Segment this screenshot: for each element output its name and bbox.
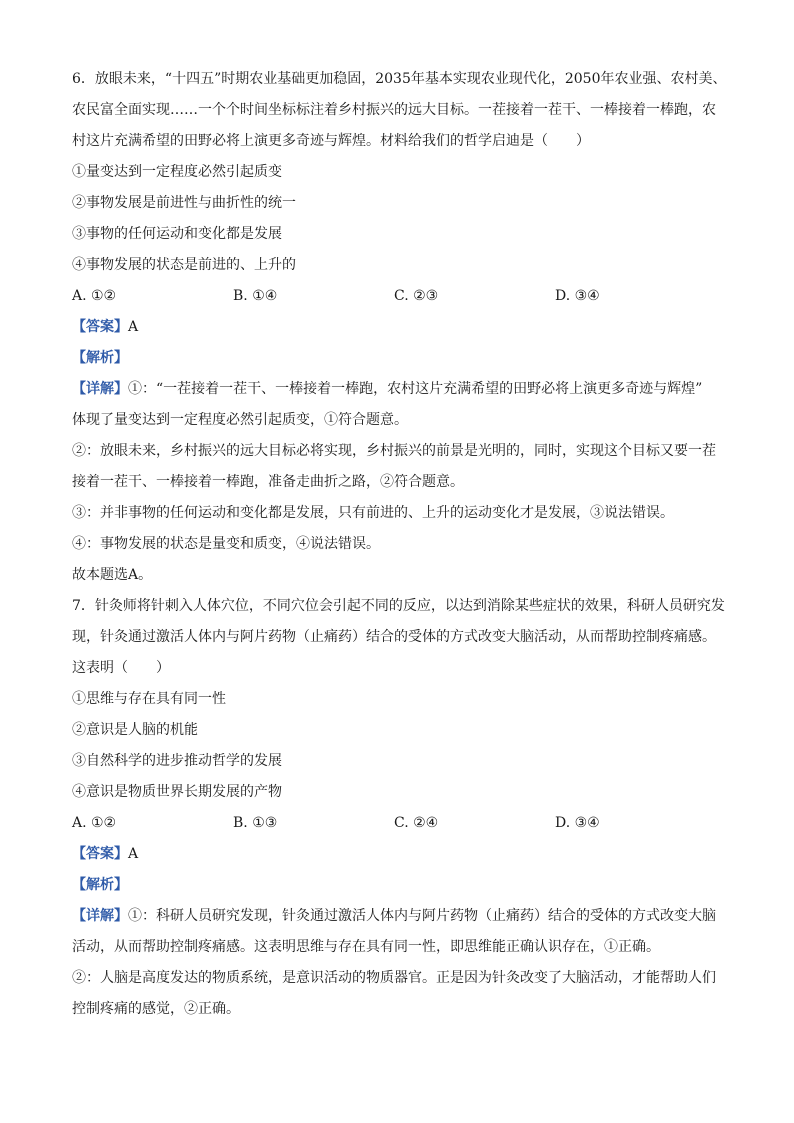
question-6-stem-line-2: 农民富全面实现……一个个时间坐标标注着乡村振兴的远大目标。一茬接着一茬干、一棒接着一棒跑，农	[72, 102, 716, 118]
question-6-option-c: C. ②③	[394, 288, 439, 304]
analysis-text: ①：科研人员研究发现，针灸通过激活人体内与阿片药物（止痛药）结合的受体的方式改变大脑	[128, 908, 716, 924]
question-6-option-a: A. ①②	[72, 288, 117, 304]
question-6	[72, 64, 727, 591]
question-7-option-c: C. ②④	[394, 815, 439, 831]
question-7-item-2: ②意识是人脑的机能	[72, 722, 198, 738]
answer-tag: 【答案】	[72, 319, 128, 335]
answer-value: A	[128, 846, 139, 862]
question-6-item-4: ④事物发展的状态是前进的、上升的	[72, 257, 296, 273]
question-6-item-2: ②事物发展是前进性与曲折性的统一	[72, 195, 296, 211]
question-6-answer	[72, 312, 724, 343]
analysis-tag: 【解析】	[72, 350, 128, 366]
analysis-text: ①：“一茬接着一茬干、一棒接着一棒跑，农村这片充满希望的田野必将上演更多奇迹与辉煌”	[128, 381, 703, 397]
question-6-item-1: ①量变达到一定程度必然引起质变	[72, 164, 282, 180]
question-7-option-d: D. ③④	[555, 815, 600, 831]
question-7-item-3: ③自然科学的进步推动哲学的发展	[72, 753, 282, 769]
question-7-option-b: B. ①③	[233, 815, 278, 831]
question-7-analysis-heading	[72, 870, 724, 901]
question-6-analysis-line-6: ④：事物发展的状态是量变和质变，④说法错误。	[72, 536, 380, 552]
question-7-analysis-line-3: ②：人脑是高度发达的物质系统，是意识活动的物质器官。正是因为针灸改变了大脑活动，才能帮助人们	[72, 970, 716, 986]
question-7	[72, 591, 724, 1025]
question-6-item-3: ③事物的任何运动和变化都是发展	[72, 226, 282, 242]
question-6-analysis-line-5: ③：并非事物的任何运动和变化都是发展，只有前进的、上升的运动变化才是发展，③说法错误。	[72, 505, 674, 521]
question-7-analysis-line-1	[72, 901, 724, 932]
question-7-item-4: ④意识是物质世界长期发展的产物	[72, 784, 282, 800]
analysis-tag: 【解析】	[72, 877, 128, 893]
question-6-analysis-line-2: 体现了量变达到一定程度必然引起质变，①符合题意。	[72, 412, 408, 428]
document-content	[72, 64, 727, 1025]
question-7-options	[72, 808, 724, 839]
question-7-item-1: ①思维与存在具有同一性	[72, 691, 226, 707]
question-6-analysis-line-3: ②：放眼未来，乡村振兴的远大目标必将实现，乡村振兴的前景是光明的，同时，实现这个目标又要一茬	[72, 443, 716, 459]
question-6-option-b: B. ①④	[233, 288, 278, 304]
question-6-analysis-heading	[72, 343, 724, 374]
question-6-option-d: D. ③④	[555, 288, 600, 304]
question-6-stem-line-3: 村这片充满希望的田野必将上演更多奇迹与辉煌。材料给我们的哲学启迪是（ ）	[72, 133, 590, 149]
question-7-analysis-line-2: 活动，从而帮助控制疼痛感。这表明思维与存在具有同一性，即思维能正确认识存在，①正确。	[72, 939, 660, 955]
question-6-stem-line-1: 6．放眼未来，“十四五”时期农业基础更加稳固，2035年基本实现农业现代化，2050年农业强、农村美、	[72, 71, 727, 87]
question-7-option-a: A. ①②	[72, 815, 117, 831]
detail-tag: 【详解】	[72, 908, 128, 924]
question-6-options	[72, 281, 724, 312]
answer-tag: 【答案】	[72, 846, 128, 862]
question-7-stem-line-1: 7．针灸师将针刺入人体穴位，不同穴位会引起不同的反应，以达到消除某些症状的效果，科研人员研究发	[72, 598, 725, 614]
question-7-stem-line-2: 现，针灸通过激活人体内与阿片药物（止痛药）结合的受体的方式改变大脑活动，从而帮助控制疼痛感。	[72, 629, 716, 645]
question-7-stem-line-3: 这表明（ ）	[72, 660, 170, 676]
question-6-conclusion: 故本题选A。	[72, 567, 153, 583]
question-6-analysis-line-1	[72, 374, 724, 405]
question-7-analysis-line-4: 控制疼痛的感觉，②正确。	[72, 1001, 240, 1017]
question-6-analysis-line-4: 接着一茬干、一棒接着一棒跑，准备走曲折之路，②符合题意。	[72, 474, 464, 490]
answer-value: A	[128, 319, 139, 335]
detail-tag: 【详解】	[72, 381, 128, 397]
question-7-answer	[72, 839, 724, 870]
